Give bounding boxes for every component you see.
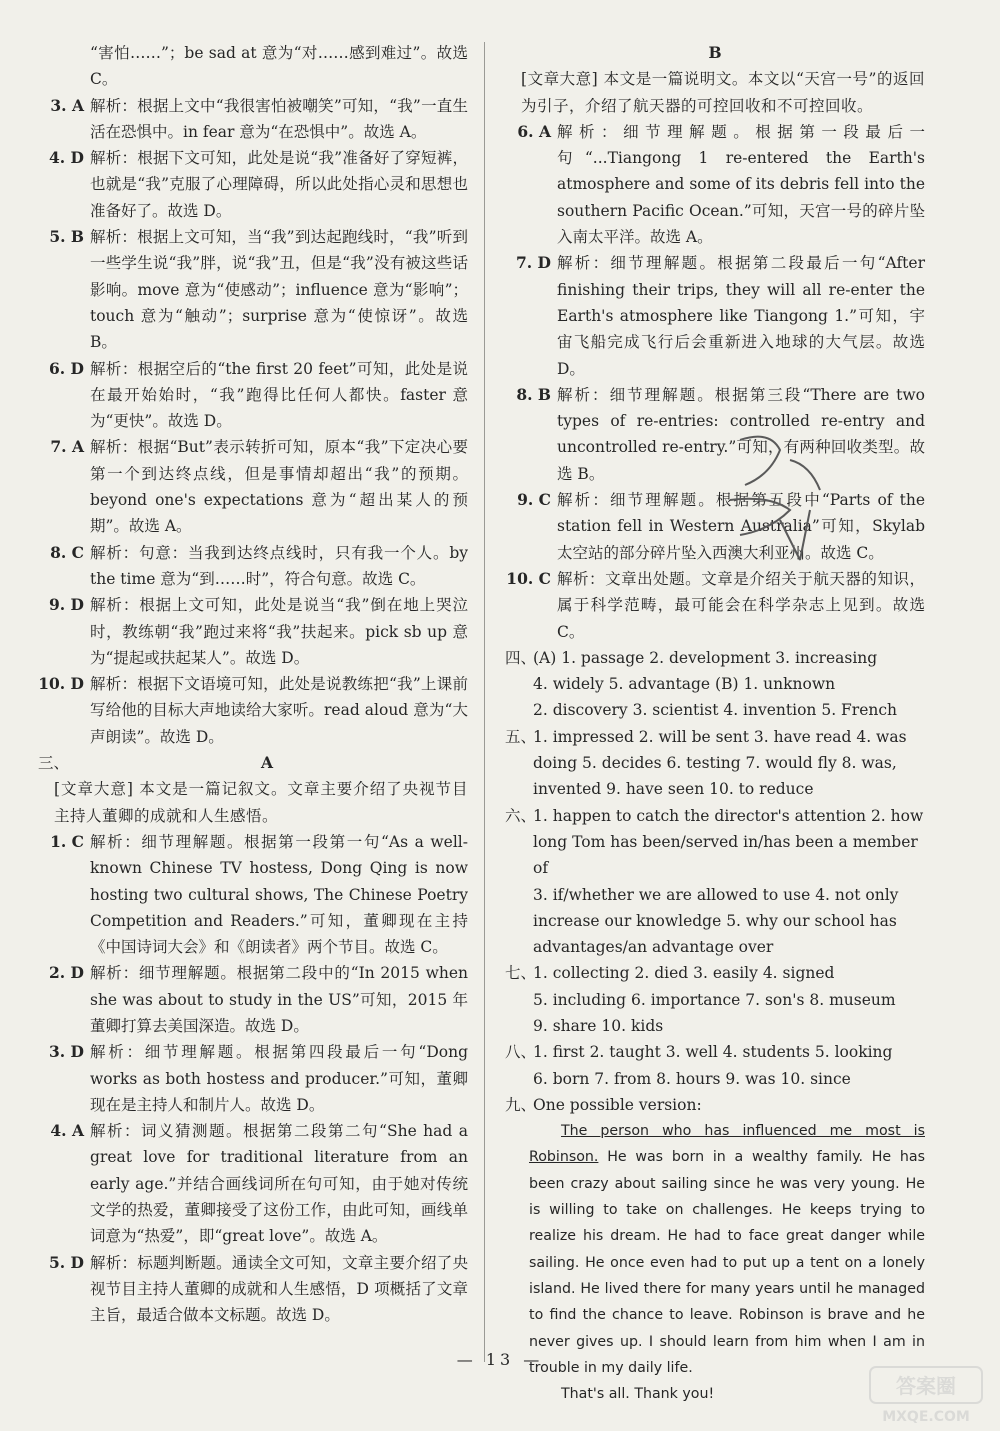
answer-explanation: 解析：根据“But”表示转折可知，原本“我”下定决心要第一个到达终点线，但是事情却超出“我”的预期。beyond one's expectations 意为“超出某人的预期”。故选 A。 [90,438,468,536]
section-four [505,645,925,724]
answer-line: 1. collecting 2. died 3. easily 4. signed [533,964,835,983]
answer-number: 4. A [50,1121,84,1141]
answer-explanation: 解析：根据空后的“the first 20 feet”可知，此处是说在最开始始时，“我”跑得比任何人都快。faster 意为“更快”。故选 D。 [90,359,468,431]
answer-item [505,487,925,566]
answer-item [38,224,468,355]
answer-number: 8. C [50,542,84,562]
answer-explanation: 解析：细节理解题。根据第三段“There are two types of re-entries: controlled re-entry and uncontrolled re-entry.”可知，有两种回收类型。故选 B。 [557,385,925,483]
passage-title: A [260,753,274,773]
column-divider [484,42,485,1362]
answer-item [38,356,468,435]
answer-explanation: 解析：词义猜测题。根据第二段第二句“She had a great love for traditional literature from an early age.”并结合画线词所在句可知，由于她对传统文学的热爱，董卿接受了这份工作，由此可知，画线单词意为“热爱”，即“great love”。故选 A。 [90,1122,468,1246]
section-number: 七、 [505,964,537,983]
answer-continuation: “害怕……”；be sad at 意为“对……感到难过”。故选 C。 [90,44,468,89]
page-number: — 13 — [456,1350,544,1369]
answer-number: 10. C [506,568,551,588]
essay-topic-sentence: The person who has influenced me most is Robinson. [529,1123,925,1166]
section-number: 三、 [38,754,70,773]
answer-item [38,829,468,960]
answer-line: long Tom has been/served in/has been a member of [533,832,918,878]
answer-number: 10. D [38,674,84,694]
essay-intro: One possible version: [533,1095,702,1114]
answer-item [38,960,468,1039]
answer-number: 5. D [48,1252,84,1272]
answer-item [38,671,468,750]
answer-number: 6. A [517,121,551,141]
answer-explanation: 解析：根据上文可知，当“我”到达起跑线时，“我”听到一些学生说“我”胖，说“我”丑，但是“我”没有被这些话影响。move 意为“使感动”；influence 意为“影响”；touch 意为“触动”；surprise 意为“使惊讶”。故选 B。 [90,228,468,352]
answer-number: 9. C [517,490,551,510]
answer-line: 9. share 10. kids [533,1016,664,1035]
answer-number: 9. D [48,595,84,615]
answer-explanation: 解析：细节理解题。根据第四段最后一句“Dong works as both hostess and producer.”可知，董卿现在是主持人和制片人。故选 D。 [90,1043,468,1114]
handwritten-scribble [720,420,850,590]
section-five [505,724,925,803]
answer-number: 3. A [50,95,84,115]
answer-explanation: 解析：根据下文语境可知，此处是说教练把“我”上课前写给他的目标大声地读给大家听。read aloud 意为“大声朗读”。故选 D。 [90,675,468,746]
answer-line: 4. widely 5. advantage (B) 1. unknown [533,675,836,694]
answer-item [38,1118,468,1249]
section-number: 八、 [505,1043,537,1062]
answer-explanation: 解析：细节理解题。根据第二段中的“In 2015 when she was about to study in the US”可知，2015 年董卿打算去美国深造。故选 D。 [90,964,468,1035]
answer-line: 2. discovery 3. scientist 4. invention 5. French [533,701,898,720]
answer-explanation: 解析：细节理解题。根据第一段第一句“As a well-known Chinese TV hostess, Dong Qing is now hosting two cultural shows, The Chinese Poetry Competition and Readers.”可知，董卿现在主持《中国诗词大会》和《朗读者》两个节目。故选 C。 [90,832,468,957]
section-six [505,803,925,961]
answer-explanation: 解析：文章出处题。文章是介绍关于航天器的知识，属于科学范畴，最可能会在科学杂志上见到。故选 C。 [557,569,925,641]
answer-item [505,566,925,645]
passage-summary: [文章大意] 本文是一篇说明文。本文以“天宫一号”的返回为引子，介绍了航天器的可控回收和不可控回收。 [521,70,925,115]
answer-line: 3. if/whether we are allowed to use 4. not only [533,885,899,904]
answer-line: 6. born 7. from 8. hours 9. was 10. since [533,1069,851,1088]
answer-number: 5. B [49,227,84,247]
section-number: 四、 [505,648,537,667]
answer-explanation: 解析：标题判断题。通读全文可知，文章主要介绍了央视节目主持人董卿的成就和人生感悟，D 项概括了文章主旨，最适合做本文标题。故选 D。 [90,1253,468,1325]
answer-item [505,119,925,250]
answer-item [505,382,925,487]
left-column [38,40,468,1329]
section-number: 九、 [505,1095,537,1114]
section-nine [505,1092,925,1118]
answer-explanation: 解析：句意：当我到达终点线时，只有我一个人。by the time 意为“到……时”，符合句意。故选 C。 [90,543,468,588]
answer-explanation: 解析：根据上文中“我很害怕被嘲笑”可知，“我”一直生活在恐惧中。in fear 意为“在恐惧中”。故选 A。 [90,96,468,141]
answer-line: doing 5. decides 6. testing 7. would fly 8. was, [533,754,897,773]
answer-number: 4. D [48,148,84,168]
answer-item [505,250,925,381]
answer-explanation: 解析：细节理解题。根据第一段最后一句“...Tiangong 1 re-entered the Earth's atmosphere and some of its debris fell into the southern Pacific Ocean.”可知，天宫一号的碎片坠入南太平洋。故选 A。 [557,122,925,247]
answer-line: 1. impressed 2. will be sent 3. have read 4. was [533,727,907,746]
answer-number: 8. B [516,384,551,404]
answer-number: 3. D [48,1042,84,1062]
answer-explanation: 解析：根据上文可知，此处是说当“我”倒在地上哭泣时，教练朝“我”跑过来将“我”扶起来。pick sb up 意为“提起或扶起某人”。故选 D。 [90,596,468,667]
svg-text:答案圈: 答案圈 [896,1374,956,1398]
section-eight [505,1039,925,1092]
answer-item [38,145,468,224]
essay-body: He was born in a wealthy family. He has been crazy about sailing since he was very young. He is willing to take on challenges. He keeps trying to realize his dream. He had to face great danger while sailing. He once even had to put up a tent on a lonely island. He lived there for many years until he managed to find the chance to leave. Robinson is brave and he never gives up. I should learn from him when I am in trouble in my daily life. [529,1149,925,1376]
answer-item [38,434,468,539]
answer-line: (A) 1. passage 2. development 3. increasing [533,648,878,667]
answer-number: 1. C [50,831,84,851]
answer-item [38,93,468,146]
answer-explanation: 解析：细节理解题。根据第五段中“Parts of the station fell in Western Australia”可知，Skylab 太空站的部分碎片坠入西澳大利亚州。故选 C。 [557,491,925,562]
answer-explanation: 解析：根据下文可知，此处是说“我”准备好了穿短裤，也就是“我”克服了心理障碍，所以此处指心灵和思想也准备好了。故选 D。 [90,149,468,220]
section-number: 六、 [505,806,537,825]
answer-item [38,1250,468,1329]
answer-line: advantages/an advantage over [533,938,774,957]
passage-title: B [708,43,722,62]
answer-line: increase our knowledge 5. why our school has [533,911,897,930]
site-watermark-logo [866,1363,986,1427]
answer-item [38,1039,468,1118]
answer-number: 6. D [48,358,84,378]
answer-number: 7. D [515,253,551,273]
answer-number: 2. D [48,963,84,983]
section-seven [505,960,925,1039]
section-number: 五、 [505,727,537,746]
answer-line: 1. happen to catch the director's attention 2. how [533,806,924,825]
answer-line: invented 9. have seen 10. to reduce [533,780,814,799]
essay-closing: That's all. Thank you! [561,1386,715,1403]
answer-number: 7. A [50,437,84,457]
answer-item [38,540,468,593]
answer-line: 1. first 2. taught 3. well 4. students 5. looking [533,1043,893,1062]
answer-line: 5. including 6. importance 7. son's 8. museum [533,990,896,1009]
answer-explanation: 解析：细节理解题。根据第二段最后一句“After finishing their trips, they will all re-enter the Earth's atmosphere like Tiangong 1.”可知，宇宙飞船完成飞行后会重新进入地球的大气层。故选 D。 [557,254,925,378]
svg-text:MXQE.COM: MXQE.COM [882,1409,970,1425]
section-three-header [38,750,468,776]
right-column [505,40,925,1407]
answer-item [38,592,468,671]
passage-summary: [文章大意] 本文是一篇记叙文。文章主要介绍了央视节目主持人董卿的成就和人生感悟。 [54,780,468,825]
